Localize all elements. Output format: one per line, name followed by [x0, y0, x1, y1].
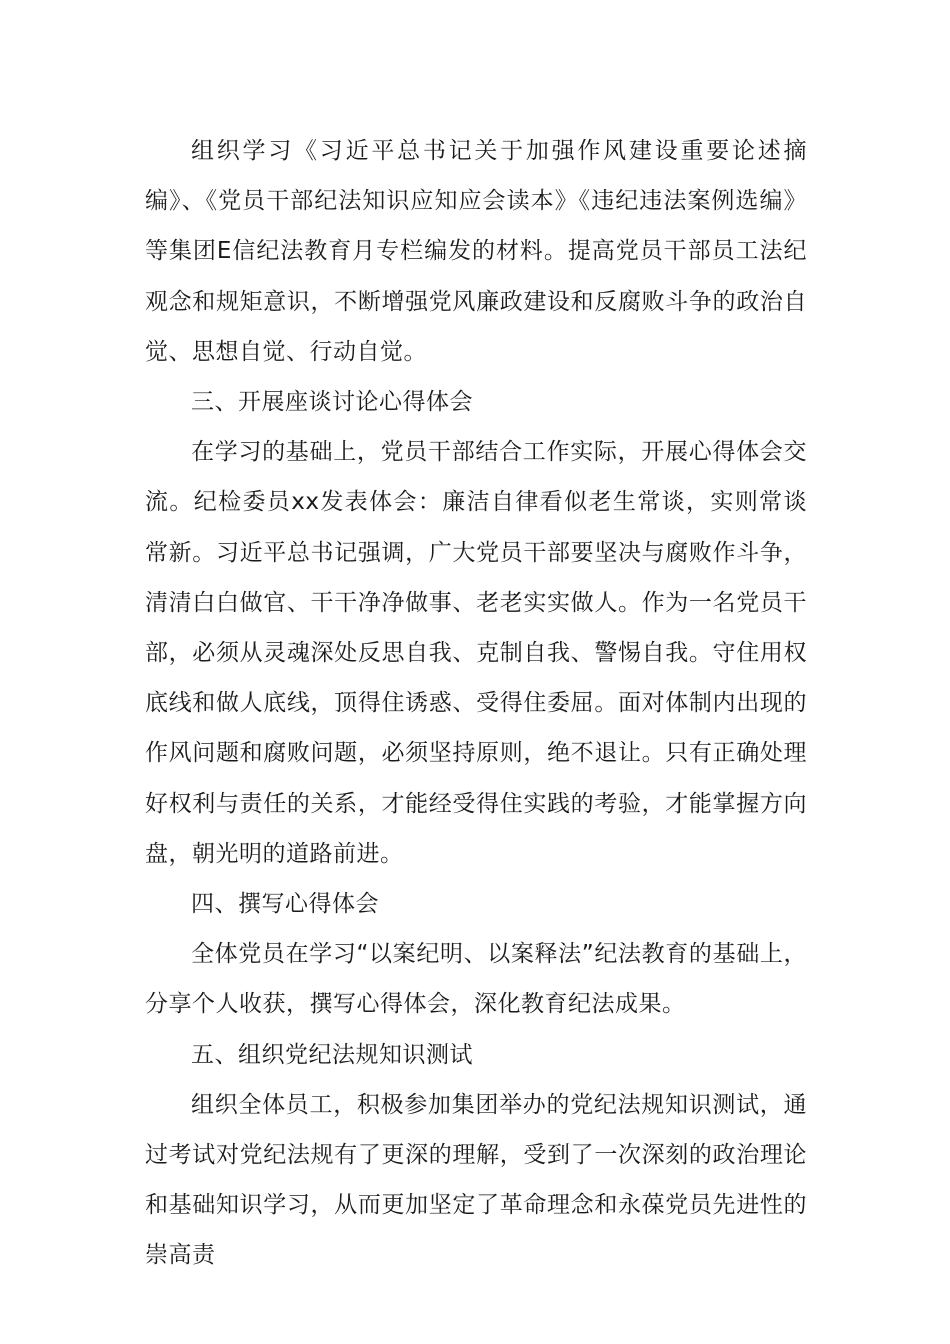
section-heading-3: 三、开展座谈讨论心得体会	[191, 389, 473, 416]
paragraph-study-materials: 组织学习《习近平总书记关于加强作风建设重要论述摘编》、《党员干部纪法知识应知应会读本》《违纪违法案例选编》等集团E信纪法教育月专栏编发的材料。提高党员干部员工法纪观念和规矩意识，不断增强党风廉政建设和反腐败斗争的政治自觉、思想自觉、行动自觉。	[145, 138, 807, 365]
section-heading-5: 五、组织党纪法规知识测试	[191, 1041, 473, 1068]
paragraph-discussion: 在学习的基础上，党员干部结合工作实际，开展心得体会交流。纪检委员xx发表体会：廉洁自律看似老生常谈，实则常谈常新。习近平总书记强调，广大党员干部要坚决与腐败作斗争，清清白白做官、干干净净做事、老老实实做人。作为一名党员干部，必须从灵魂深处反思自我、克制自我、警惕自我。守住用权底线和做人底线，顶得住诱惑、受得住委屈。面对体制内出现的作风问题和腐败问题，必须坚持原则，绝不退让。只有正确处理好权利与责任的关系，才能经受得住实践的考验，才能掌握方向盘，朝光明的道路前进。	[145, 439, 807, 867]
paragraph-knowledge-test: 组织全体员工，积极参加集团举办的党纪法规知识测试，通过考试对党纪法规有了更深的理解，受到了一次深刻的政治理论和基础知识学习，从而更加坚定了革命理念和永葆党员先进性的崇高责	[145, 1091, 807, 1269]
paragraph-writing: 全体党员在学习“以案纪明、以案释法”纪法教育的基础上，分享个人收获，撰写心得体会，深化教育纪法成果。	[145, 941, 807, 1018]
document-body	[145, 126, 807, 1281]
section-heading-4: 四、撰写心得体会	[191, 891, 379, 918]
